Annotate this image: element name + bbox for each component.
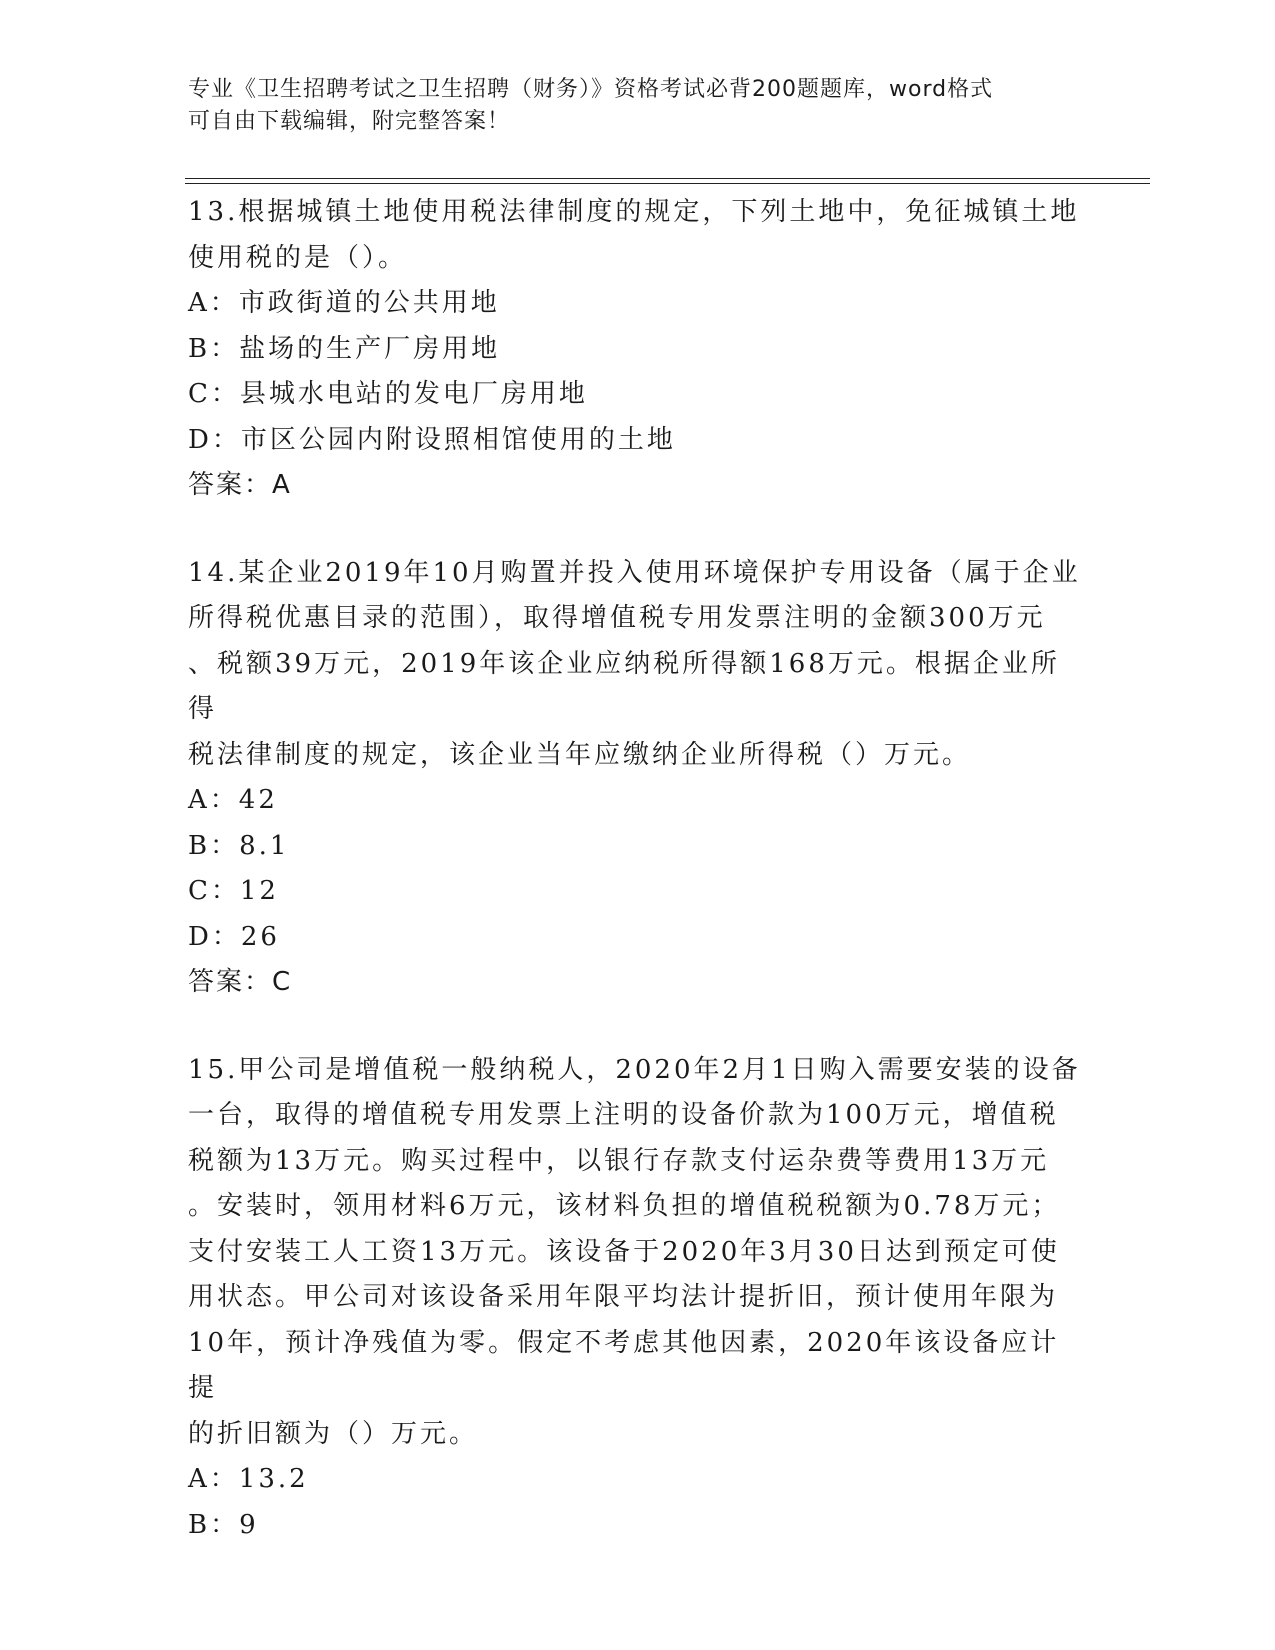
question-13 xyxy=(188,190,1088,509)
question-15-line-7: 10年，预计净残值为零。假定不考虑其他因素，2020年该设备应计提 xyxy=(188,1327,1060,1403)
question-14-option-c: C：12 xyxy=(188,876,279,906)
question-15-line-5: 支付安装工人工资13万元。该设备于2020年3月30日达到预定可使 xyxy=(188,1236,1060,1267)
question-15-line-3: 税额为13万元。购买过程中，以银行存款支付运杂费等费用13万元 xyxy=(188,1145,1050,1176)
question-14-line-1: 14.某企业2019年10月购置并投入使用环境保护专用设备（属于企业 xyxy=(188,557,1081,588)
question-13-answer: 答案：A xyxy=(188,470,292,500)
header-line-1: 专业《卫生招聘考试之卫生招聘（财务）》资格考试必背200题题库，word格式 xyxy=(188,77,994,102)
question-15-line-8: 的折旧额为（）万元。 xyxy=(188,1418,479,1449)
question-15 xyxy=(188,1048,1088,1549)
question-13-line-2: 使用税的是（）。 xyxy=(188,242,408,273)
header-divider-top xyxy=(185,178,1150,179)
header-line-2: 可自由下载编辑，附完整答案！ xyxy=(188,109,511,134)
question-14-option-d: D：26 xyxy=(188,921,280,952)
question-13-option-b: B：盐场的生产厂房用地 xyxy=(188,333,501,364)
question-14-answer: 答案：C xyxy=(188,967,293,997)
question-14-option-b: B：8.1 xyxy=(188,830,290,861)
question-13-line-1: 13.根据城镇土地使用税法律制度的规定，下列土地中，免征城镇土地 xyxy=(188,197,1080,227)
question-13-option-c: C：县城水电站的发电厂房用地 xyxy=(188,379,588,409)
question-14-line-4: 税法律制度的规定，该企业当年应缴纳企业所得税（）万元。 xyxy=(188,739,972,770)
question-spacer xyxy=(188,509,1088,551)
question-15-line-6: 用状态。甲公司对该设备采用年限平均法计提折旧，预计使用年限为 xyxy=(188,1282,1059,1312)
question-15-option-b: B：9 xyxy=(188,1509,259,1540)
question-spacer xyxy=(188,1006,1088,1048)
question-15-line-4: 。安装时，领用材料6万元，该材料负担的增值税税额为0.78万元； xyxy=(188,1191,1061,1221)
question-14-line-3: 、税额39万元，2019年该企业应纳税所得额168万元。根据企业所得 xyxy=(188,648,1060,724)
question-15-line-2: 一台，取得的增值税专用发票上注明的设备价款为100万元，增值税 xyxy=(188,1100,1059,1130)
question-14-option-a: A：42 xyxy=(188,785,278,815)
document-header xyxy=(188,74,1068,138)
question-13-option-a: A：市政街道的公共用地 xyxy=(188,288,500,318)
question-list xyxy=(188,190,1088,1548)
header-divider-bottom xyxy=(185,183,1150,184)
question-14 xyxy=(188,551,1088,1006)
question-14-line-2: 所得税优惠目录的范围），取得增值税专用发票注明的金额300万元 xyxy=(188,603,1046,633)
question-15-option-a: A：13.2 xyxy=(188,1464,309,1494)
question-15-line-1: 15.甲公司是增值税一般纳税人，2020年2月1日购入需要安装的设备 xyxy=(188,1054,1081,1085)
question-13-option-d: D：市区公园内附设照相馆使用的土地 xyxy=(188,424,676,455)
